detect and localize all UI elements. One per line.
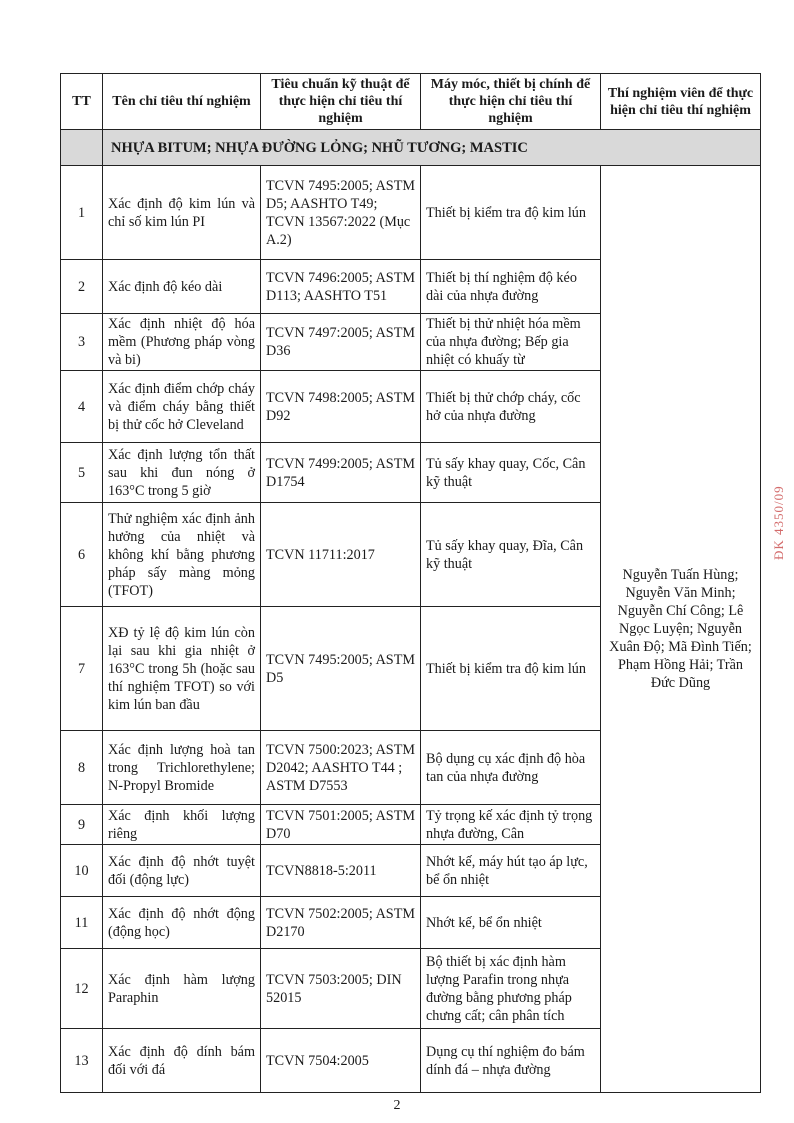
row-number: 8 <box>61 731 103 805</box>
header-staff: Thí nghiệm viên để thực hiện chỉ tiêu thí nghiệm <box>601 74 761 130</box>
row-standard: TCVN 7502:2005; ASTM D2170 <box>261 897 421 949</box>
row-standard: TCVN 7497:2005; ASTM D36 <box>261 314 421 371</box>
row-number: 3 <box>61 314 103 371</box>
row-equipment: Tủ sấy khay quay, Đĩa, Cân kỹ thuật <box>421 503 601 607</box>
row-equipment: Thiết bị thử nhiệt hóa mềm của nhựa đường; Bếp gia nhiệt có khuấy từ <box>421 314 601 371</box>
row-standard: TCVN 7500:2023; ASTM D2042; AASHTO T44 ; ASTM D7553 <box>261 731 421 805</box>
header-standard: Tiêu chuẩn kỹ thuật để thực hiện chỉ tiêu thí nghiệm <box>261 74 421 130</box>
row-equipment: Tỷ trọng kế xác định tỷ trọng nhựa đường, Cân <box>421 805 601 845</box>
row-standard: TCVN 7498:2005; ASTM D92 <box>261 371 421 443</box>
row-name: Xác định lượng tổn thất sau khi đun nóng ở 163°C trong 5 giờ <box>103 443 261 503</box>
row-standard: TCVN8818-5:2011 <box>261 845 421 897</box>
row-name: Xác định điểm chớp cháy và điểm cháy bằng thiết bị thử cốc hở Cleveland <box>103 371 261 443</box>
row-standard: TCVN 7495:2005; ASTM D5 <box>261 607 421 731</box>
row-standard: TCVN 7504:2005 <box>261 1029 421 1093</box>
test-criteria-table <box>60 73 761 1093</box>
row-equipment: Thiết bị kiểm tra độ kim lún <box>421 607 601 731</box>
row-equipment: Nhớt kế, bể ổn nhiệt <box>421 897 601 949</box>
row-name: Xác định khối lượng riêng <box>103 805 261 845</box>
row-number: 11 <box>61 897 103 949</box>
row-equipment: Tủ sấy khay quay, Cốc, Cân kỹ thuật <box>421 443 601 503</box>
staff-names: Nguyễn Tuấn Hùng; Nguyễn Văn Minh; Nguyễn Chí Công; Lê Ngọc Luyện; Nguyễn Xuân Độ; Mã Đình Tiến; Phạm Hồng Hải; Trần Đức Dũng <box>601 166 761 1093</box>
row-name: Xác định độ nhớt tuyệt đối (động lực) <box>103 845 261 897</box>
row-number: 9 <box>61 805 103 845</box>
row-standard: TCVN 11711:2017 <box>261 503 421 607</box>
row-equipment: Bộ thiết bị xác định hàm lượng Parafin trong nhựa đường bằng phương pháp chưng cất; cân phân tích <box>421 949 601 1029</box>
row-equipment: Bộ dụng cụ xác định độ hòa tan của nhựa đường <box>421 731 601 805</box>
row-name: Xác định nhiệt độ hóa mềm (Phương pháp vòng và bi) <box>103 314 261 371</box>
margin-stamp-text: ĐK 4350/09 <box>771 485 786 560</box>
row-equipment: Dụng cụ thí nghiệm đo bám dính đá – nhựa đường <box>421 1029 601 1093</box>
row-equipment: Thiết bị thử chớp cháy, cốc hở của nhựa đường <box>421 371 601 443</box>
row-number: 2 <box>61 260 103 314</box>
row-name: Xác định độ kéo dài <box>103 260 261 314</box>
section-row <box>61 130 761 166</box>
row-name: Xác định lượng hoà tan trong Trichlorethylene; N-Propyl Bromide <box>103 731 261 805</box>
row-equipment: Nhớt kế, máy hút tạo áp lực, bể ổn nhiệt <box>421 845 601 897</box>
row-number: 12 <box>61 949 103 1029</box>
row-standard: TCVN 7501:2005; ASTM D70 <box>261 805 421 845</box>
row-number: 5 <box>61 443 103 503</box>
row-number: 1 <box>61 166 103 260</box>
header-name: Tên chỉ tiêu thí nghiệm <box>103 74 261 130</box>
row-standard: TCVN 7499:2005; ASTM D1754 <box>261 443 421 503</box>
row-number: 10 <box>61 845 103 897</box>
row-standard: TCVN 7503:2005; DIN 52015 <box>261 949 421 1029</box>
row-number: 6 <box>61 503 103 607</box>
row-name: Xác định hàm lượng Paraphin <box>103 949 261 1029</box>
row-equipment: Thiết bị kiểm tra độ kim lún <box>421 166 601 260</box>
table-header-row <box>61 74 761 130</box>
section-title: NHỰA BITUM; NHỰA ĐƯỜNG LỎNG; NHŨ TƯƠNG; MASTIC <box>103 130 761 166</box>
row-standard: TCVN 7495:2005; ASTM D5; AASHTO T49; TCVN 13567:2022 (Mục A.2) <box>261 166 421 260</box>
row-number: 7 <box>61 607 103 731</box>
page-number: 2 <box>393 1098 401 1113</box>
row-name: XĐ tỷ lệ độ kim lún còn lại sau khi gia nhiệt ở 163°C trong 5h (hoặc sau thí nghiệm TFOT) so với kim lún ban đầu <box>103 607 261 731</box>
row-standard: TCVN 7496:2005; ASTM D113; AASHTO T51 <box>261 260 421 314</box>
row-name: Xác định độ dính bám đối với đá <box>103 1029 261 1093</box>
row-name: Thử nghiệm xác định ảnh hưởng của nhiệt và không khí bằng phương pháp sấy màng mỏng (TFOT) <box>103 503 261 607</box>
row-number: 13 <box>61 1029 103 1093</box>
row-name: Xác định độ nhớt động (động học) <box>103 897 261 949</box>
row-equipment: Thiết bị thí nghiệm độ kéo dài của nhựa đường <box>421 260 601 314</box>
header-equipment: Máy móc, thiết bị chính để thực hiện chỉ tiêu thí nghiệm <box>421 74 601 130</box>
row-name: Xác định độ kim lún và chỉ số kim lún PI <box>103 166 261 260</box>
row-number: 4 <box>61 371 103 443</box>
header-tt: TT <box>61 74 103 130</box>
table-row <box>61 166 761 260</box>
